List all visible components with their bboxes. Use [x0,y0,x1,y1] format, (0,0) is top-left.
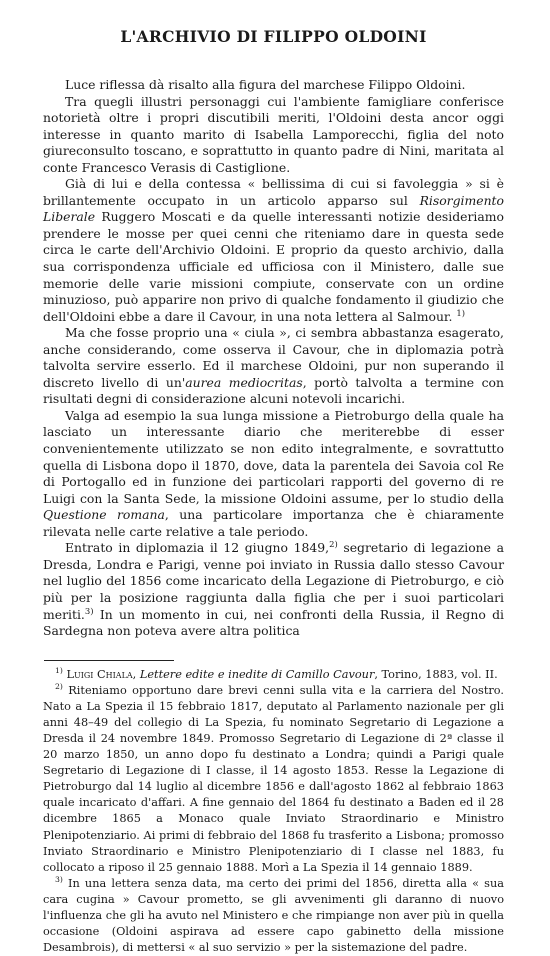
footnote-1 [43,667,504,683]
footnote-3 [43,876,504,956]
roman-question-term: Questione romana [43,507,165,523]
footnote-divider [44,660,174,661]
main-text [43,77,504,640]
footnote-1-details: , Torino, 1883, vol. II. [374,667,498,681]
footnote-3-number: 3) [55,875,63,885]
footnote-2-text: Riteniamo opportuno dare brevi cenni sulla vita e la carriera del Nostro. Nato a La Spezia il 15 febbraio 1817, deputato al Parlamento nazionale per gli anni 48–49 del collegio di La Spezia, fu nominato Segretario di Legazione a Dresda il 24 novembre 1849. Promosso Segretario di Legazione di 2ª classe il 20 marzo 1850, un anno dopo fu destinato a Londra; quindi a Parigi quale Segretario di Legazione di I classe, il 14 agosto 1853. Resse la Legazione di Pietroburgo dal 14 luglio al dicembre 1856 e dall'agosto 1862 al febbraio 1863 quale incaricato d'affari. A fine gennaio del 1864 fu destinato a Baden ed il 28 dicembre 1865 a Monaco quale Inviato Straordinario e Ministro Plenipotenziario. Ai primi di febbraio del 1868 fu trasferito a Lisbona; promosso Inviato Straordinario e Ministro Plenipotenziario di I classe nel 1883, fu collocato a riposo il 25 gennaio 1888. Morì a La Spezia il 14 gennaio 1889. [43,683,504,874]
paragraph-4-text-a: Ma che fosse proprio una « ciula », ci sembra abbastanza esagerato, anche considerando, come osserva il Cavour, che in diplomazia potrà talvolta servire esserlo. Ed il marchese Oldoini, pur non superando il discreto livello di un' [43,325,504,390]
latin-phrase: aurea mediocritas [185,374,303,390]
footnote-ref-1[interactable]: 1) [456,307,466,318]
footnotes [43,667,504,956]
footnote-1-separator: , [132,667,140,681]
paragraph-5 [43,408,504,540]
paragraph-3 [43,176,504,325]
footnote-ref-3[interactable]: 3) [84,605,94,616]
paragraph-6-text-c: In un momento in cui, nei confronti della Russia, il Regno di Sardegna non poteva avere altra politica [43,606,504,639]
page-title: L'ARCHIVIO DI FILIPPO OLDOINI [120,27,427,46]
footnote-1-author: Luigi Chiala [66,667,133,681]
paragraph-6-text-b: segretario di legazione a Dresda, Londra e Parigi, venne poi inviato in Russia dallo stesso Cavour nel luglio del 1856 come incaricato della Legazione di Pietroburgo, e ciò più per la posizione raggiunta dalla figlia che per i suoi particolari meriti. [43,540,504,622]
footnote-ref-2[interactable]: 2) [329,539,338,550]
paragraph-4-text-b: , portò talvolta a termine con risultati degni di considerazione alcuni notevoli incarichi. [43,374,504,407]
paragraph-4 [43,325,504,408]
footnote-3-text: In una lettera senza data, ma certo dei primi del 1856, diretta alla « sua cara cugina » Cavour prometto, se gli avvenimenti gli daranno di nuovo l'influenza che gli ha avuto nel Ministero e che rimpiange non aver più in quella occasione (Oldoini aspirava ad essere capo gabinetto della missione Desambrois), di mettersi « al suo servizio » per la sistemazione del padre. [43,876,504,955]
paragraph-6-text-a: Entrato in diplomazia il 12 giugno 1849, [65,540,330,556]
paragraph-1: Luce riflessa dà risalto alla figura del marchese Filippo Oldoini. [65,77,466,92]
paragraph-5-text-a: Valga ad esempio la sua lunga missione a Pietroburgo della quale ha lasciato un interessante diario che meriterebbe di esser convenientemente utilizzato se non edito integralmente, e sovrattutto quella di Lisbona dopo il 1870, dove, data la parentela dei Savoia col Re di Portogallo ed in funzione dei particolari rapporti del governo di re Luigi con la Santa Sede, la missione Oldoini assume, per lo studio della [43,407,504,506]
footnote-1-number: 1) [55,665,63,675]
paragraph-2: Tra quegli illustri personaggi cui l'ambiente famigliare conferisce notorietà oltre i propri discutibili meriti, l'Oldoini desta ancor oggi interesse in quanto marito di Isabella Lamporecchi, figlia del noto giureconsulto toscano, e soprattutto in quanto padre di Nini, maritata al conte Francesco Verasis di Castiglione. [43,93,504,175]
paragraph-5-text-b: , una particolare importanza che è chiaramente rilevata nelle carte relative a tale periodo. [43,507,505,539]
newspaper-title: Risorgimento Liberale [43,192,504,225]
paragraph-3-text-b: Ruggero Moscati e da quelle interessanti notizie desideriamo prendere le mosse per quei cenni che riteniamo dare in questa sede circa le carte dell'Archivio Oldoini. E proprio da questo archivio, dalla sua corrispondenza ufficiale ed ufficiosa con il Ministero, dalle sue memorie delle varie missioni compiute, conservate con un ordine minuzioso, può apparire non privo di qualche fondamento il giudizio che dell'Oldoini ebbe a dare il Cavour, in una nota lettera al Salmour. [43,209,504,324]
footnote-2 [43,683,504,876]
paragraph-6 [43,540,504,639]
paragraph-3-text-a: Già di lui e della contessa « bellissima di cui si favoleggia » si è brillantemente occupato in un articolo apparso sul [43,176,504,208]
footnote-1-work-title: Lettere edite e inedite di Camillo Cavour [139,667,375,681]
footnote-2-number: 2) [55,681,63,691]
